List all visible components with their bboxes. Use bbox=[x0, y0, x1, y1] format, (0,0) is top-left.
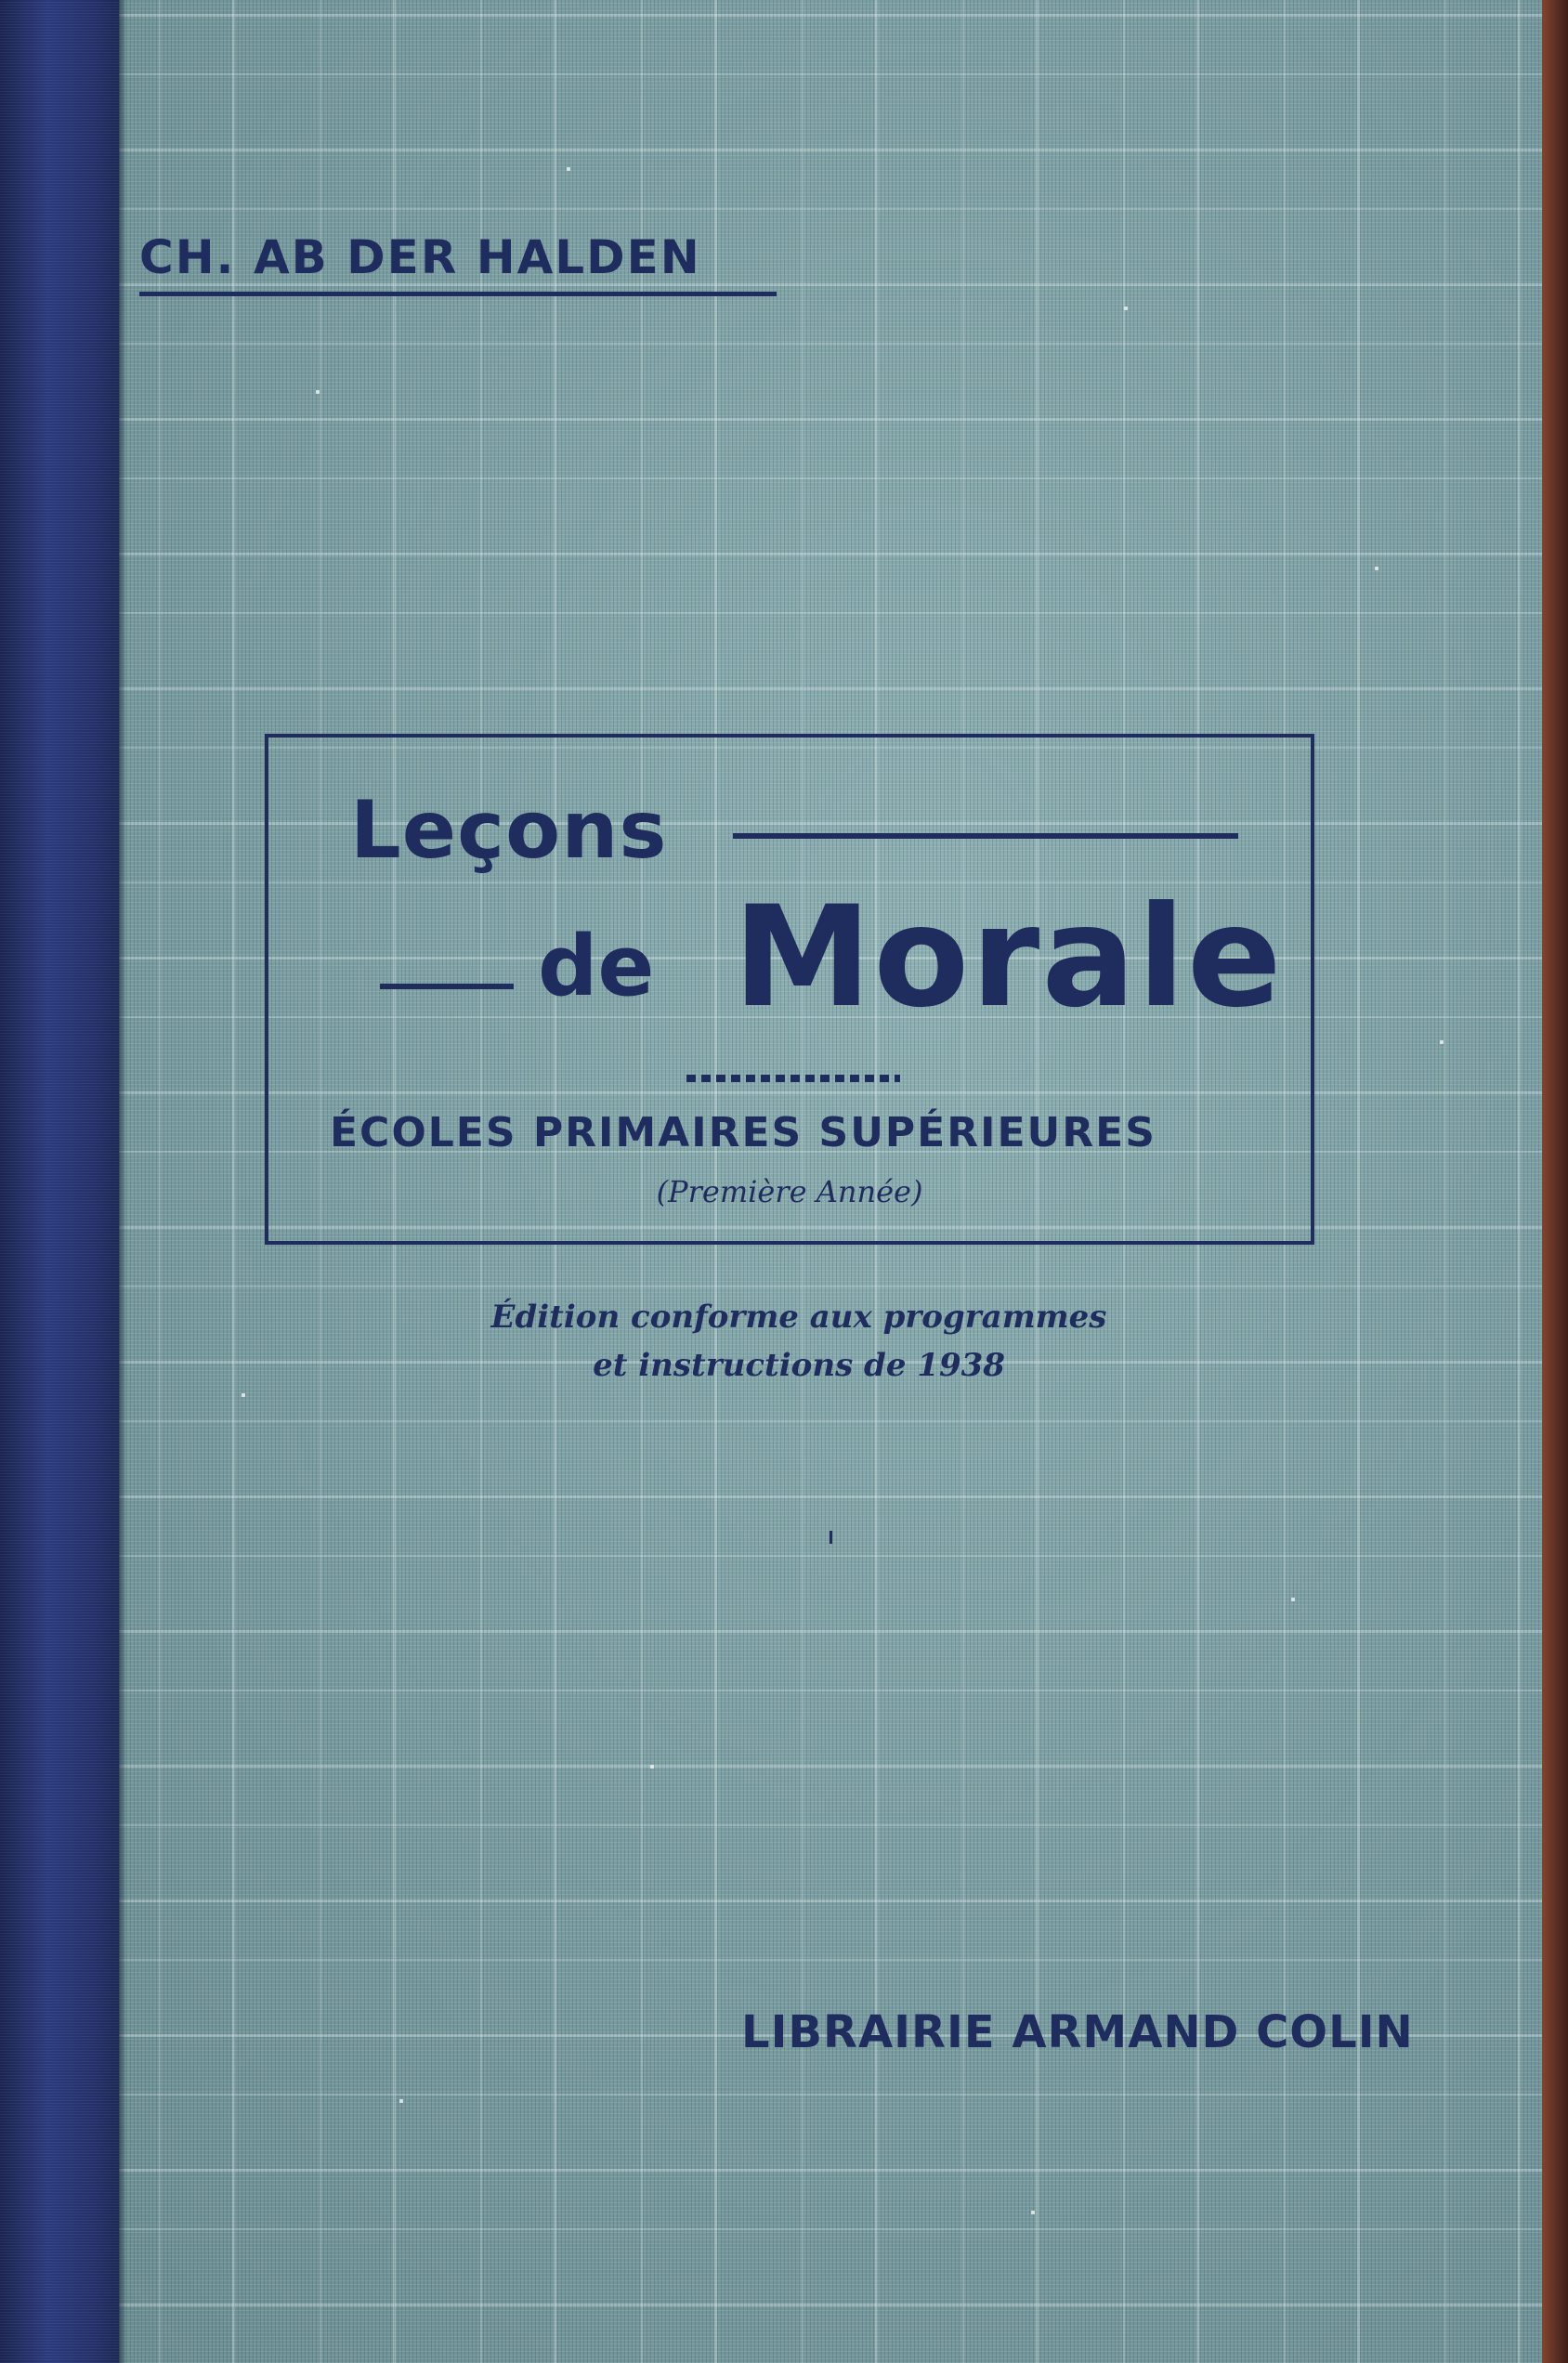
title-ornament bbox=[686, 1075, 900, 1082]
author-name: CH. AB DER HALDEN bbox=[139, 230, 701, 284]
author-underline bbox=[139, 292, 777, 296]
cloth-fleck bbox=[1440, 1040, 1444, 1044]
subtitle-year: (Première Année) bbox=[656, 1174, 923, 1209]
publisher-block bbox=[741, 2006, 1414, 2058]
title-frame bbox=[265, 734, 1314, 1245]
cloth-fleck bbox=[567, 167, 570, 171]
title-rule-right bbox=[733, 833, 1238, 839]
author-block bbox=[139, 230, 777, 296]
cloth-fleck bbox=[242, 1393, 245, 1397]
subtitle-schools: ÉCOLES PRIMAIRES SUPÉRIEURES bbox=[330, 1109, 1156, 1156]
cloth-fleck bbox=[1031, 2211, 1035, 2214]
title-de: de bbox=[538, 918, 655, 1015]
cloth-fleck bbox=[399, 2099, 403, 2103]
title-lecons: Leçons bbox=[350, 784, 668, 877]
title-rule-left bbox=[380, 984, 514, 989]
cloth-fleck bbox=[1124, 307, 1128, 310]
small-ink-mark bbox=[830, 1531, 832, 1544]
publisher-name: LIBRAIRIE ARMAND COLIN bbox=[741, 2006, 1414, 2058]
edition-line-2: et instructions de 1938 bbox=[593, 1347, 1005, 1384]
cloth-fleck bbox=[316, 390, 320, 394]
spine-band bbox=[0, 0, 119, 2363]
edition-line-1: Édition conforme aux programmes bbox=[490, 1299, 1107, 1336]
cloth-fleck bbox=[1291, 1598, 1295, 1601]
edition-note bbox=[353, 1293, 1245, 1390]
spine-shadow bbox=[119, 0, 126, 2363]
cloth-fleck bbox=[1375, 567, 1379, 570]
title-morale: Morale bbox=[733, 877, 1284, 1038]
cloth-fleck bbox=[650, 1765, 654, 1769]
